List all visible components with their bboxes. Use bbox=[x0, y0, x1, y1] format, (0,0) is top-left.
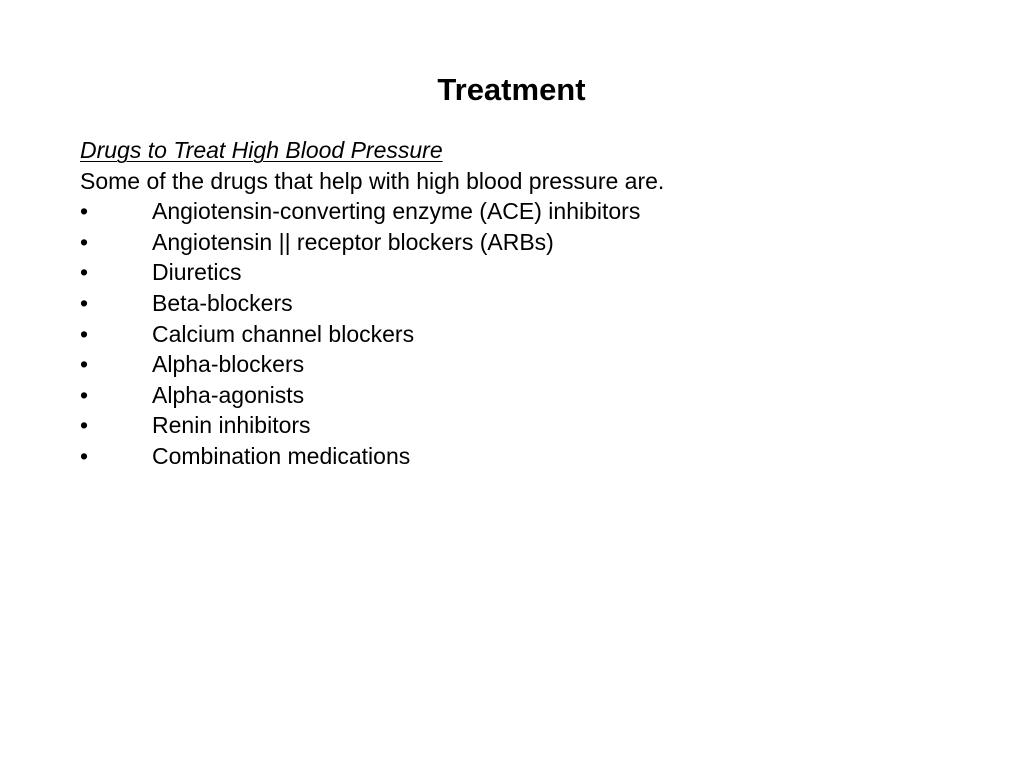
list-item bbox=[80, 410, 940, 441]
list-item bbox=[80, 227, 940, 258]
list-item bbox=[80, 257, 940, 288]
bullet-icon: • bbox=[80, 442, 89, 469]
drug-list bbox=[80, 196, 940, 471]
list-item-text: Calcium channel blockers bbox=[152, 320, 415, 347]
bullet-icon: • bbox=[80, 289, 89, 316]
list-item-text: Alpha-agonists bbox=[152, 381, 305, 408]
subheading: Drugs to Treat High Blood Pressure bbox=[80, 137, 443, 163]
bullet-icon: • bbox=[80, 259, 89, 286]
list-item-text: Angiotensin || receptor blockers (ARBs) bbox=[152, 228, 554, 255]
list-item-text: Renin inhibitors bbox=[152, 412, 311, 439]
bullet-icon: • bbox=[80, 351, 89, 378]
list-item-text: Diuretics bbox=[152, 259, 242, 286]
list-item-text: Beta-blockers bbox=[152, 289, 293, 316]
intro-text: Some of the drugs that help with high blood pressure are. bbox=[80, 167, 665, 194]
list-item bbox=[80, 441, 940, 472]
list-item bbox=[80, 196, 940, 227]
list-item bbox=[80, 288, 940, 319]
slide-content bbox=[80, 135, 940, 472]
bullet-icon: • bbox=[80, 320, 89, 347]
list-item bbox=[80, 349, 940, 380]
list-item-text: Alpha-blockers bbox=[152, 351, 305, 378]
list-item bbox=[80, 319, 940, 350]
bullet-icon: • bbox=[80, 412, 89, 439]
slide-title: Treatment bbox=[437, 72, 586, 107]
list-item-text: Combination medications bbox=[152, 442, 411, 469]
bullet-icon: • bbox=[80, 198, 89, 225]
list-item bbox=[80, 380, 940, 411]
bullet-icon: • bbox=[80, 381, 89, 408]
list-item-text: Angiotensin-converting enzyme (ACE) inhibitors bbox=[152, 198, 641, 225]
bullet-icon: • bbox=[80, 228, 89, 255]
